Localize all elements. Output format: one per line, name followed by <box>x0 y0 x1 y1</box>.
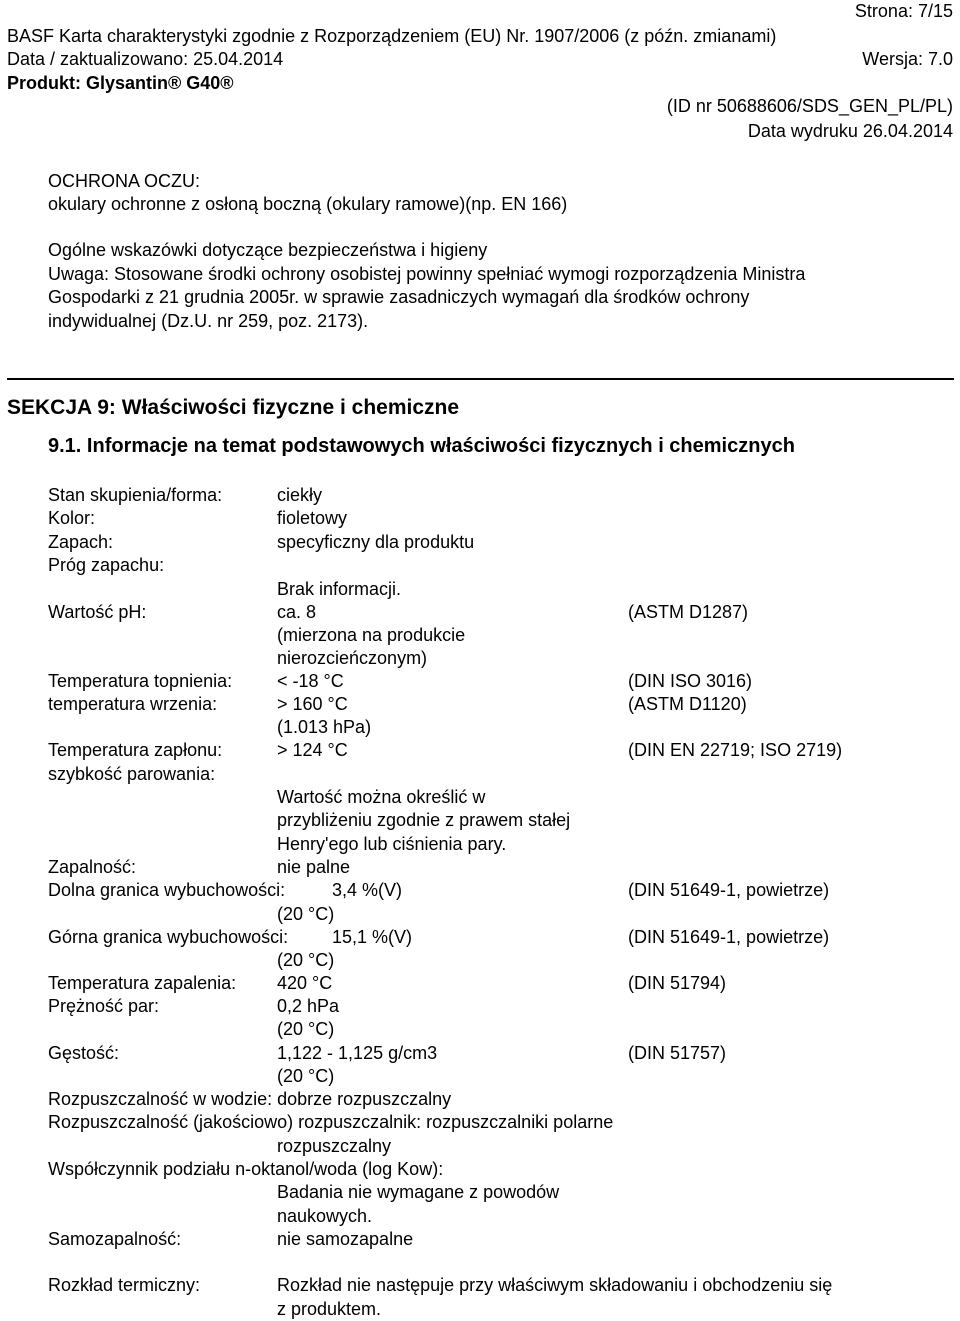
property-note: (20 °C) <box>277 904 335 924</box>
page-number: Strona: 7/15 <box>854 1 953 21</box>
property-value: nie palne <box>277 857 351 877</box>
hygiene-line: Uwaga: Stosowane środki ochrony osobistej powinny spełniać wymogi rozporządzenia Ministra <box>48 264 806 284</box>
property-note: Wartość można określić w <box>277 787 486 807</box>
eye-protection-heading: OCHRONA OCZU: <box>48 171 201 191</box>
property-value: z produktem. <box>277 1299 382 1319</box>
property-note: (20 °C) <box>277 1066 335 1086</box>
property-label: Stan skupienia/forma: <box>48 485 223 505</box>
property-value: 420 °C <box>277 973 333 993</box>
property-label: Górna granica wybuchowości: <box>48 927 289 947</box>
property-note: Henry'ego lub ciśnienia pary. <box>277 834 507 854</box>
property-value: 3,4 %(V) <box>332 880 403 900</box>
property-value: < -18 °C <box>277 671 344 691</box>
property-label: temperatura wrzenia: <box>48 694 218 714</box>
property-label: Zapach: <box>48 532 114 552</box>
property-note: (20 °C) <box>277 1019 335 1039</box>
property-method: (DIN ISO 3016) <box>628 671 753 691</box>
product-name: Produkt: Glysantin® G40® <box>7 73 234 93</box>
property-label: Temperatura topnienia: <box>48 671 233 691</box>
property-line: Rozpuszczalność (jakościowo) rozpuszczalnik: rozpuszczalniki polarne <box>48 1112 614 1132</box>
property-method: (DIN 51649-1, powietrze) <box>628 927 830 947</box>
property-value: Brak informacji. <box>277 579 402 599</box>
property-label: Gęstość: <box>48 1043 120 1063</box>
property-value: nie samozapalne <box>277 1229 414 1249</box>
property-note: (1.013 hPa) <box>277 717 372 737</box>
property-value: 0,2 hPa <box>277 996 340 1016</box>
property-note: przybliżeniu zgodnie z prawem stałej <box>277 810 571 830</box>
section-divider <box>7 378 954 380</box>
property-method: (DIN 51649-1, powietrze) <box>628 880 830 900</box>
property-note: (mierzona na produkcie <box>277 625 466 645</box>
property-label: Dolna granica wybuchowości: <box>48 880 286 900</box>
hygiene-line: indywidualnej (Dz.U. nr 259, poz. 2173). <box>48 311 369 331</box>
document-id: (ID nr 50688606/SDS_GEN_PL/PL) <box>666 96 953 116</box>
property-value: ciekły <box>277 485 323 505</box>
property-label: Prężność par: <box>48 996 160 1016</box>
property-label: Zapalność: <box>48 857 137 877</box>
property-value: ca. 8 <box>277 602 317 622</box>
property-note: naukowych. <box>277 1206 373 1226</box>
property-label: Temperatura zapalenia: <box>48 973 237 993</box>
property-method: (DIN EN 22719; ISO 2719) <box>628 740 843 760</box>
property-note: (20 °C) <box>277 950 335 970</box>
property-note: Badania nie wymagane z powodów <box>277 1182 560 1202</box>
hygiene-line: Gospodarki z 21 grudnia 2005r. w sprawie zasadniczych wymagań dla środków ochrony <box>48 287 750 307</box>
print-date: Data wydruku 26.04.2014 <box>747 121 953 141</box>
property-method: (DIN 51757) <box>628 1043 727 1063</box>
property-label: Rozkład termiczny: <box>48 1275 201 1295</box>
property-value: fioletowy <box>277 508 348 528</box>
property-value: 1,122 - 1,125 g/cm3 <box>277 1043 438 1063</box>
property-value: Rozkład nie następuje przy właściwym składowaniu i obchodzeniu się <box>277 1275 833 1295</box>
property-value: > 160 °C <box>277 694 348 714</box>
update-date: Data / zaktualizowano: 25.04.2014 <box>7 49 284 69</box>
eye-protection-text: okulary ochronne z osłoną boczną (okulary ramowe)(np. EN 166) <box>48 194 568 214</box>
property-label: Samozapalność: <box>48 1229 182 1249</box>
property-line: Współczynnik podziału n-oktanol/woda (log Kow): <box>48 1159 444 1179</box>
property-line: Rozpuszczalność w wodzie: dobrze rozpuszczalny <box>48 1089 452 1109</box>
property-label: szybkość parowania: <box>48 764 216 784</box>
property-method: (ASTM D1287) <box>628 602 749 622</box>
document-title: BASF Karta charakterystyki zgodnie z Rozporządzeniem (EU) Nr. 1907/2006 (z późn. zmianami) <box>7 26 777 46</box>
property-value: 15,1 %(V) <box>332 927 413 947</box>
property-value: specyficzny dla produktu <box>277 532 475 552</box>
property-note: nierozcieńczonym) <box>277 648 428 668</box>
property-note: rozpuszczalny <box>277 1136 392 1156</box>
property-method: (DIN 51794) <box>628 973 727 993</box>
property-value: > 124 °C <box>277 740 348 760</box>
property-method: (ASTM D1120) <box>628 694 747 714</box>
property-label: Kolor: <box>48 508 96 528</box>
section-title: SEKCJA 9: Właściwości fizyczne i chemiczne <box>7 396 460 419</box>
hygiene-heading: Ogólne wskazówki dotyczące bezpieczeństwa i higieny <box>48 240 488 260</box>
property-label: Temperatura zapłonu: <box>48 740 223 760</box>
property-label: Próg zapachu: <box>48 555 165 575</box>
version: Wersja: 7.0 <box>862 49 953 69</box>
property-label: Wartość pH: <box>48 602 147 622</box>
subsection-title: 9.1. Informacje na temat podstawowych właściwości fizycznych i chemicznych <box>48 435 795 457</box>
